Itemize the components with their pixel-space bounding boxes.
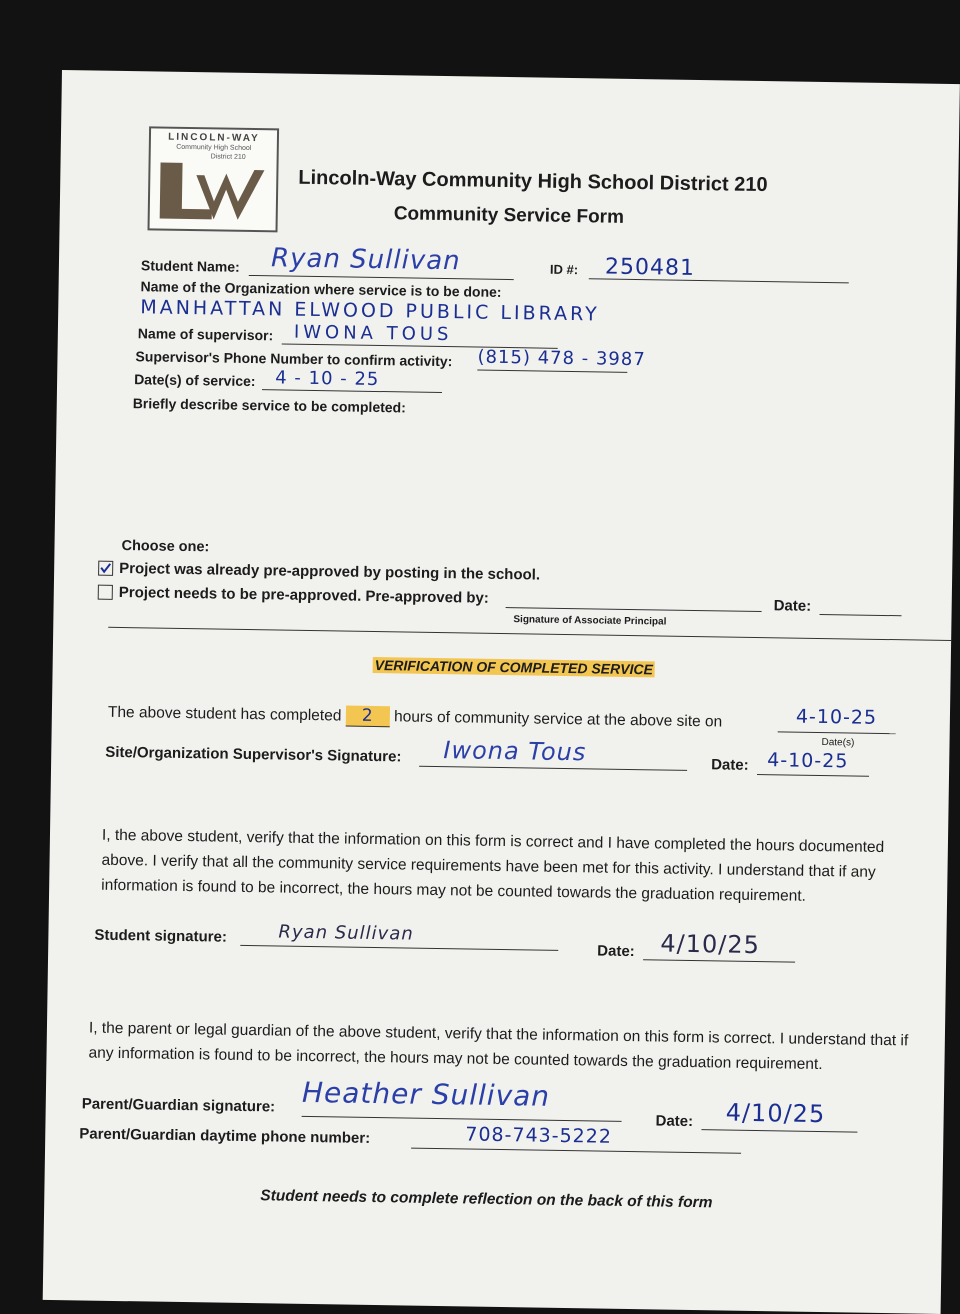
supervisor-phone-value: (815) 478 - 3987 <box>477 346 646 371</box>
option2-label: Project needs to be pre-approved. Pre-approved by: <box>118 583 489 607</box>
dates-label: Date(s) of service: <box>134 371 256 390</box>
dates-caption: Date(s) <box>821 737 855 749</box>
parent-verify-text: I, the parent or legal guardian of the above student, verify that the information on this form is correct. I understand that if any information is found to be incorrect, the hours may not be counted towards the graduation requirement. <box>88 1019 909 1074</box>
choose-one-label: Choose one: <box>121 537 210 556</box>
student-name-value: Ryan Sullivan <box>270 243 461 277</box>
student-name-label: Student Name: <box>140 257 240 275</box>
student-date-label: Date: <box>597 942 635 961</box>
student-date-value: 4/10/25 <box>660 929 761 960</box>
parent-date-label: Date: <box>655 1112 694 1131</box>
lw-monogram-icon <box>156 158 269 224</box>
supervisor-signature-value: Iwona Tous <box>443 736 587 767</box>
org-value: MANHATTAN ELWOOD PUBLIC LIBRARY <box>140 296 600 326</box>
supervisor-date-value: 4-10-25 <box>767 749 849 773</box>
id-label: ID #: <box>549 261 579 278</box>
school-logo <box>147 126 279 232</box>
logo-line3: District 210 <box>210 153 246 161</box>
parent-signature-label: Parent/Guardian signature: <box>81 1095 276 1116</box>
parent-phone-label: Parent/Guardian daytime phone number: <box>79 1125 371 1147</box>
completed-site-date-value: 4-10-25 <box>795 705 878 729</box>
logo-line1: LINCOLN-WAY <box>168 131 260 145</box>
org-label: Name of the Organization where service is to be done: <box>140 278 502 300</box>
hours-value: 2 <box>361 705 374 726</box>
supervisor-value: IWONA TOUS <box>293 321 453 346</box>
verification-heading: VERIFICATION OF COMPLETED SERVICE <box>374 656 653 678</box>
reflection-note: Student needs to complete reflection on the back of this form <box>260 1187 713 1212</box>
parent-signature-value: Heather Sullivan <box>301 1075 551 1113</box>
dates-value: 4 - 10 - 25 <box>275 367 380 391</box>
supervisor-label: Name of supervisor: <box>137 325 274 344</box>
parent-date-value: 4/10/25 <box>725 1098 826 1129</box>
option1-label: Project was already pre-approved by posting in the school. <box>119 559 541 584</box>
student-verify-text: I, the above student, verify that the information on this form is correct and I have completed the hours documented above. I verify that all the community service requirements have been met for this activity. I understand that if any information is found to be incorrect, the hours may not be counted towards the graduation requirement. <box>101 826 885 905</box>
id-value: 250481 <box>604 254 696 281</box>
completed-hours-sentence: The above student has completed 2 hours of community service at the above site on <box>107 703 723 731</box>
checkmark-icon <box>99 562 112 575</box>
assoc-principal-caption: Signature of Associate Principal <box>513 614 667 628</box>
option1-checkbox[interactable] <box>98 561 113 576</box>
supervisor-date-label: Date: <box>711 756 749 774</box>
parent-phone-value: 708-743-5222 <box>465 1123 613 1148</box>
student-signature-label: Student signature: <box>94 926 228 946</box>
logo-line2: Community High School <box>176 143 252 152</box>
student-signature-value: Ryan Sullivan <box>278 921 414 945</box>
option2-date-label: Date: <box>773 597 812 615</box>
form-title: Lincoln-Way Community High School District 210 <box>298 166 768 197</box>
supervisor-phone-label: Supervisor's Phone Number to confirm activity: <box>135 348 453 370</box>
option2-checkbox[interactable] <box>98 585 113 600</box>
form-page <box>43 70 960 1314</box>
supervisor-signature-label: Site/Organization Supervisor's Signature: <box>105 743 402 766</box>
describe-label: Briefly describe service to be completed: <box>132 395 406 416</box>
form-subtitle: Community Service Form <box>393 203 625 228</box>
